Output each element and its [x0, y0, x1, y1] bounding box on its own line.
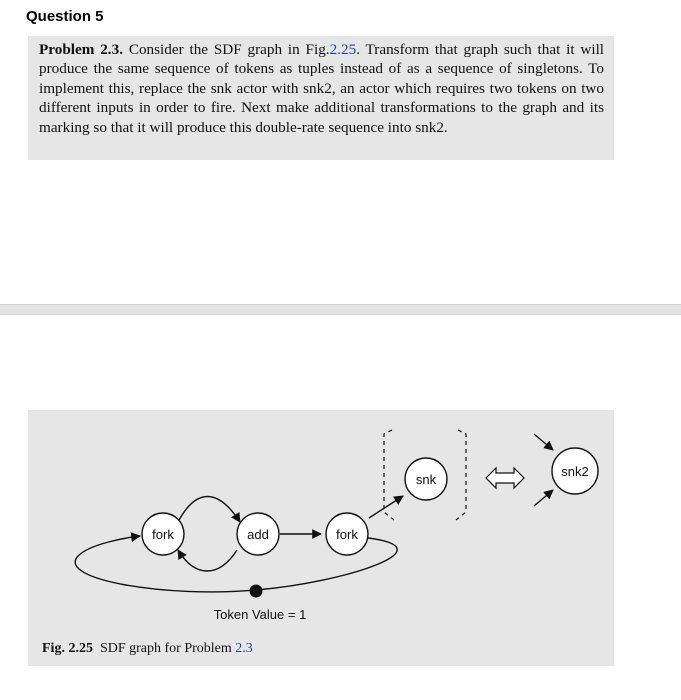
node-add [237, 513, 279, 555]
double-arrow-icon [486, 468, 524, 488]
node-snk [405, 458, 447, 500]
section-divider [0, 304, 681, 315]
caption-reference-link[interactable]: 2.3 [235, 641, 253, 656]
problem-text-block [28, 36, 614, 160]
caption-label: Fig. 2.25 [42, 641, 93, 656]
figure-panel [28, 410, 614, 666]
edge-fork-to-snk [369, 496, 403, 518]
edge-input-to-snk2-top [534, 434, 553, 450]
token-dot [250, 585, 263, 598]
node-snk2-label: snk2 [561, 464, 589, 479]
figure-reference-link[interactable]: 2.25 [329, 41, 357, 58]
node-fork-right-label: fork [336, 527, 358, 542]
caption-text: SDF graph for Problem [99, 641, 232, 656]
problem-text-part-2: . Transform that graph such that it will produce the same sequence of tokens as tuples instead of as a sequence of singletons. To implement this, replace the snk actor with snk2, an actor which requires two tokens on two different inputs in order to fire. Next make additional transformations to the graph and its marking so that it will produce this double-rate sequence into snk2. [39, 41, 605, 136]
node-fork-left-label: fork [152, 527, 174, 542]
edge-input-to-snk2-bottom [534, 490, 553, 506]
node-fork-left [142, 513, 184, 555]
problem-text-part-1: Consider the SDF graph in Fig. [128, 41, 330, 58]
question-title: Question 5 [26, 8, 104, 25]
edge-fork-to-add-top [178, 497, 240, 523]
figure-caption [42, 641, 253, 657]
problem-label: Problem 2.3. [39, 41, 123, 58]
snk-bracket-right [456, 430, 466, 520]
sdf-graph-diagram [28, 410, 614, 666]
node-snk-label: snk [415, 472, 437, 487]
problem-paragraph [39, 40, 604, 137]
node-fork-right [326, 513, 368, 555]
node-add-label: add [247, 527, 269, 542]
token-value-label: Token Value = 1 [213, 607, 307, 622]
edge-add-to-fork-bottom [178, 550, 237, 571]
node-snk2 [552, 448, 598, 494]
